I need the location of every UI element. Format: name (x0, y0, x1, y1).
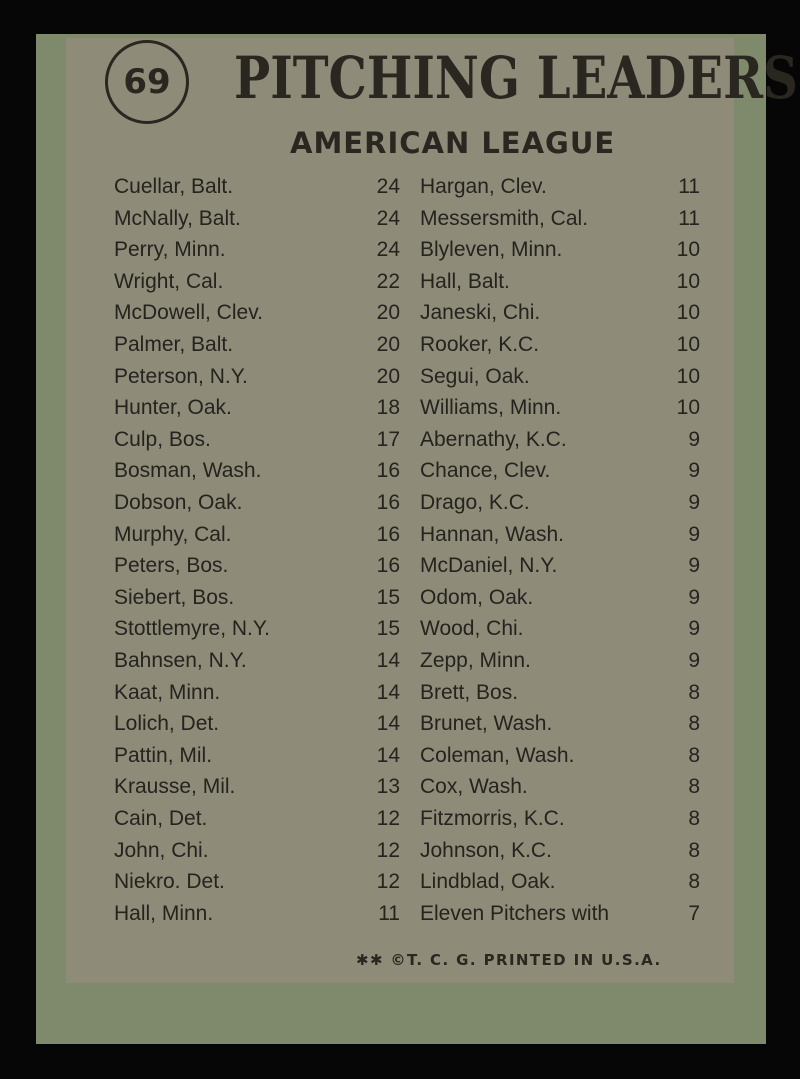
pitcher-name: Peters, Bos. (114, 554, 229, 578)
pitcher-name: Cain, Det. (114, 807, 208, 830)
win-total: 12 (376, 870, 400, 894)
pitcher-name: Lindblad, Oak. (420, 870, 556, 894)
card-number: 69 (105, 40, 189, 124)
win-total: 11 (378, 901, 400, 925)
leader-row (114, 584, 400, 612)
leader-row (114, 299, 400, 327)
leader-row (114, 426, 400, 454)
leader-row (114, 489, 400, 517)
pitcher-name: Kaat, Minn. (114, 680, 221, 704)
leader-row (114, 173, 400, 201)
pitcher-name: Blyleven, Minn. (420, 238, 563, 262)
win-total: 11 (678, 206, 700, 230)
leader-row (420, 584, 700, 612)
win-total: 14 (376, 743, 400, 767)
pitcher-name: Palmer, Balt. (114, 333, 234, 356)
leader-row (114, 710, 400, 738)
win-total: 9 (688, 459, 700, 483)
pitcher-name: Zepp, Minn. (420, 649, 531, 672)
pitcher-name: John, Chi. (114, 838, 209, 862)
leader-row (420, 426, 700, 454)
win-total: 17 (376, 427, 400, 451)
leader-row (114, 521, 400, 549)
leader-row (114, 837, 400, 865)
win-total: 10 (676, 301, 700, 325)
win-total: 9 (688, 585, 700, 609)
leader-row (420, 710, 700, 738)
win-total: 16 (376, 522, 400, 546)
win-total: 24 (376, 206, 400, 230)
leader-row (420, 552, 700, 580)
win-total: 22 (376, 269, 400, 293)
win-total: 24 (376, 238, 400, 262)
pitcher-name: Siebert, Bos. (114, 585, 235, 609)
pitcher-name: Rooker, K.C. (420, 333, 540, 356)
leader-row (420, 489, 700, 517)
win-total: 10 (676, 238, 700, 262)
leader-row (420, 205, 700, 233)
pitcher-name: Drago, K.C. (420, 491, 530, 514)
leader-row (420, 331, 700, 359)
win-total: 13 (376, 775, 400, 799)
pitcher-name: Fitzmorris, K.C. (420, 807, 565, 830)
win-total: 14 (376, 649, 400, 672)
win-total: 8 (688, 743, 700, 767)
leader-row (420, 805, 700, 833)
win-total: 20 (376, 301, 400, 325)
pitcher-name: Messersmith, Cal. (420, 206, 589, 230)
win-total: 15 (376, 585, 400, 609)
pitcher-name: Johnson, K.C. (420, 838, 552, 862)
pitcher-name: Stottlemyre, N.Y. (114, 617, 271, 641)
win-total: 10 (676, 269, 700, 293)
win-total: 9 (688, 617, 700, 641)
pitcher-name: Hannan, Wash. (420, 522, 564, 546)
leader-row (420, 268, 700, 296)
pitcher-name: Chance, Clev. (420, 459, 551, 483)
pitcher-name: Wright, Cal. (114, 269, 224, 293)
leader-row (420, 647, 700, 675)
leader-row (114, 363, 400, 391)
leader-row (420, 679, 700, 707)
pitcher-name: Peterson, N.Y. (114, 364, 248, 388)
win-total: 14 (376, 680, 400, 704)
leader-row (114, 394, 400, 422)
pitcher-name: Brett, Bos. (420, 680, 519, 704)
leader-row (114, 615, 400, 643)
win-total: 16 (376, 459, 400, 483)
leader-row (420, 615, 700, 643)
win-total: 9 (688, 649, 700, 672)
leader-row (114, 679, 400, 707)
pitcher-name: Lolich, Det. (114, 712, 220, 736)
pitcher-name: Janeski, Chi. (420, 301, 541, 325)
leader-row (420, 457, 700, 485)
leader-row (114, 805, 400, 833)
win-total: 10 (676, 333, 700, 356)
leader-row (420, 394, 700, 422)
leader-row (420, 299, 700, 327)
pitcher-name: McDaniel, N.Y. (420, 554, 558, 578)
card-title: PITCHING LEADERS (234, 44, 798, 112)
leader-row (420, 742, 700, 770)
win-total: 9 (688, 522, 700, 546)
pitcher-name: Hall, Balt. (420, 269, 510, 293)
pitcher-name: Cox, Wash. (420, 775, 528, 799)
win-total: 9 (688, 491, 700, 514)
pitcher-name: Hargan, Clev. (420, 175, 547, 198)
leader-row (420, 236, 700, 264)
pitcher-name: Pattin, Mil. (114, 743, 213, 767)
win-total: 8 (688, 680, 700, 704)
pitcher-name: Odom, Oak. (420, 585, 534, 609)
win-total: 9 (688, 554, 700, 578)
leader-row (114, 236, 400, 264)
win-total: 7 (688, 901, 700, 925)
win-total: 8 (688, 838, 700, 862)
leader-row (420, 363, 700, 391)
league-subtitle: AMERICAN LEAGUE (290, 126, 616, 160)
pitcher-name: Segui, Oak. (420, 364, 530, 388)
leader-row (114, 868, 400, 896)
win-total: 20 (376, 333, 400, 356)
pitcher-name: Bahnsen, N.Y. (114, 649, 247, 672)
win-total: 14 (376, 712, 400, 736)
pitcher-name: Coleman, Wash. (420, 743, 575, 767)
pitcher-name: Perry, Minn. (114, 238, 226, 262)
win-total: 11 (678, 175, 700, 198)
win-total: 8 (688, 712, 700, 736)
win-total: 9 (688, 427, 700, 451)
win-total: 16 (376, 491, 400, 514)
pitcher-name: Eleven Pitchers with (420, 901, 610, 925)
pitcher-name: Cuellar, Balt. (114, 175, 234, 198)
leader-row (420, 868, 700, 896)
pitcher-name: McDowell, Clev. (114, 301, 263, 325)
pitcher-name: Culp, Bos. (114, 427, 211, 451)
win-total: 20 (376, 364, 400, 388)
leader-row (420, 521, 700, 549)
pitcher-name: Krausse, Mil. (114, 775, 236, 799)
leader-row (420, 900, 700, 928)
pitcher-name: Bosman, Wash. (114, 459, 262, 483)
win-total: 16 (376, 554, 400, 578)
leader-row (114, 552, 400, 580)
leader-row (420, 173, 700, 201)
win-total: 12 (376, 838, 400, 862)
pitcher-name: Niekro. Det. (114, 870, 225, 894)
leader-row (114, 331, 400, 359)
leader-row (420, 837, 700, 865)
win-total: 15 (376, 617, 400, 641)
win-total: 10 (676, 364, 700, 388)
pitcher-name: Dobson, Oak. (114, 491, 243, 514)
pitcher-name: Hunter, Oak. (114, 396, 232, 420)
pitcher-name: Williams, Minn. (420, 396, 562, 420)
leader-row (420, 773, 700, 801)
leader-row (114, 742, 400, 770)
win-total: 8 (688, 870, 700, 894)
win-total: 18 (376, 396, 400, 420)
copyright-footer: ✱✱ ©T. C. G. PRINTED IN U.S.A. (356, 951, 662, 969)
win-total: 8 (688, 775, 700, 799)
leader-row (114, 457, 400, 485)
pitcher-name: Abernathy, K.C. (420, 427, 567, 451)
pitcher-name: Murphy, Cal. (114, 522, 232, 546)
leader-row (114, 773, 400, 801)
leader-row (114, 268, 400, 296)
baseball-card-back (36, 34, 798, 1044)
leader-row (114, 205, 400, 233)
pitcher-name: Brunet, Wash. (420, 712, 553, 736)
leaders-list (36, 34, 766, 1044)
pitcher-name: Hall, Minn. (114, 901, 214, 925)
win-total: 8 (688, 807, 700, 830)
pitcher-name: McNally, Balt. (114, 206, 241, 230)
win-total: 12 (376, 807, 400, 830)
pitcher-name: Wood, Chi. (420, 617, 524, 641)
win-total: 10 (676, 396, 700, 420)
leader-row (114, 647, 400, 675)
win-total: 24 (376, 175, 400, 198)
leader-row (114, 900, 400, 928)
